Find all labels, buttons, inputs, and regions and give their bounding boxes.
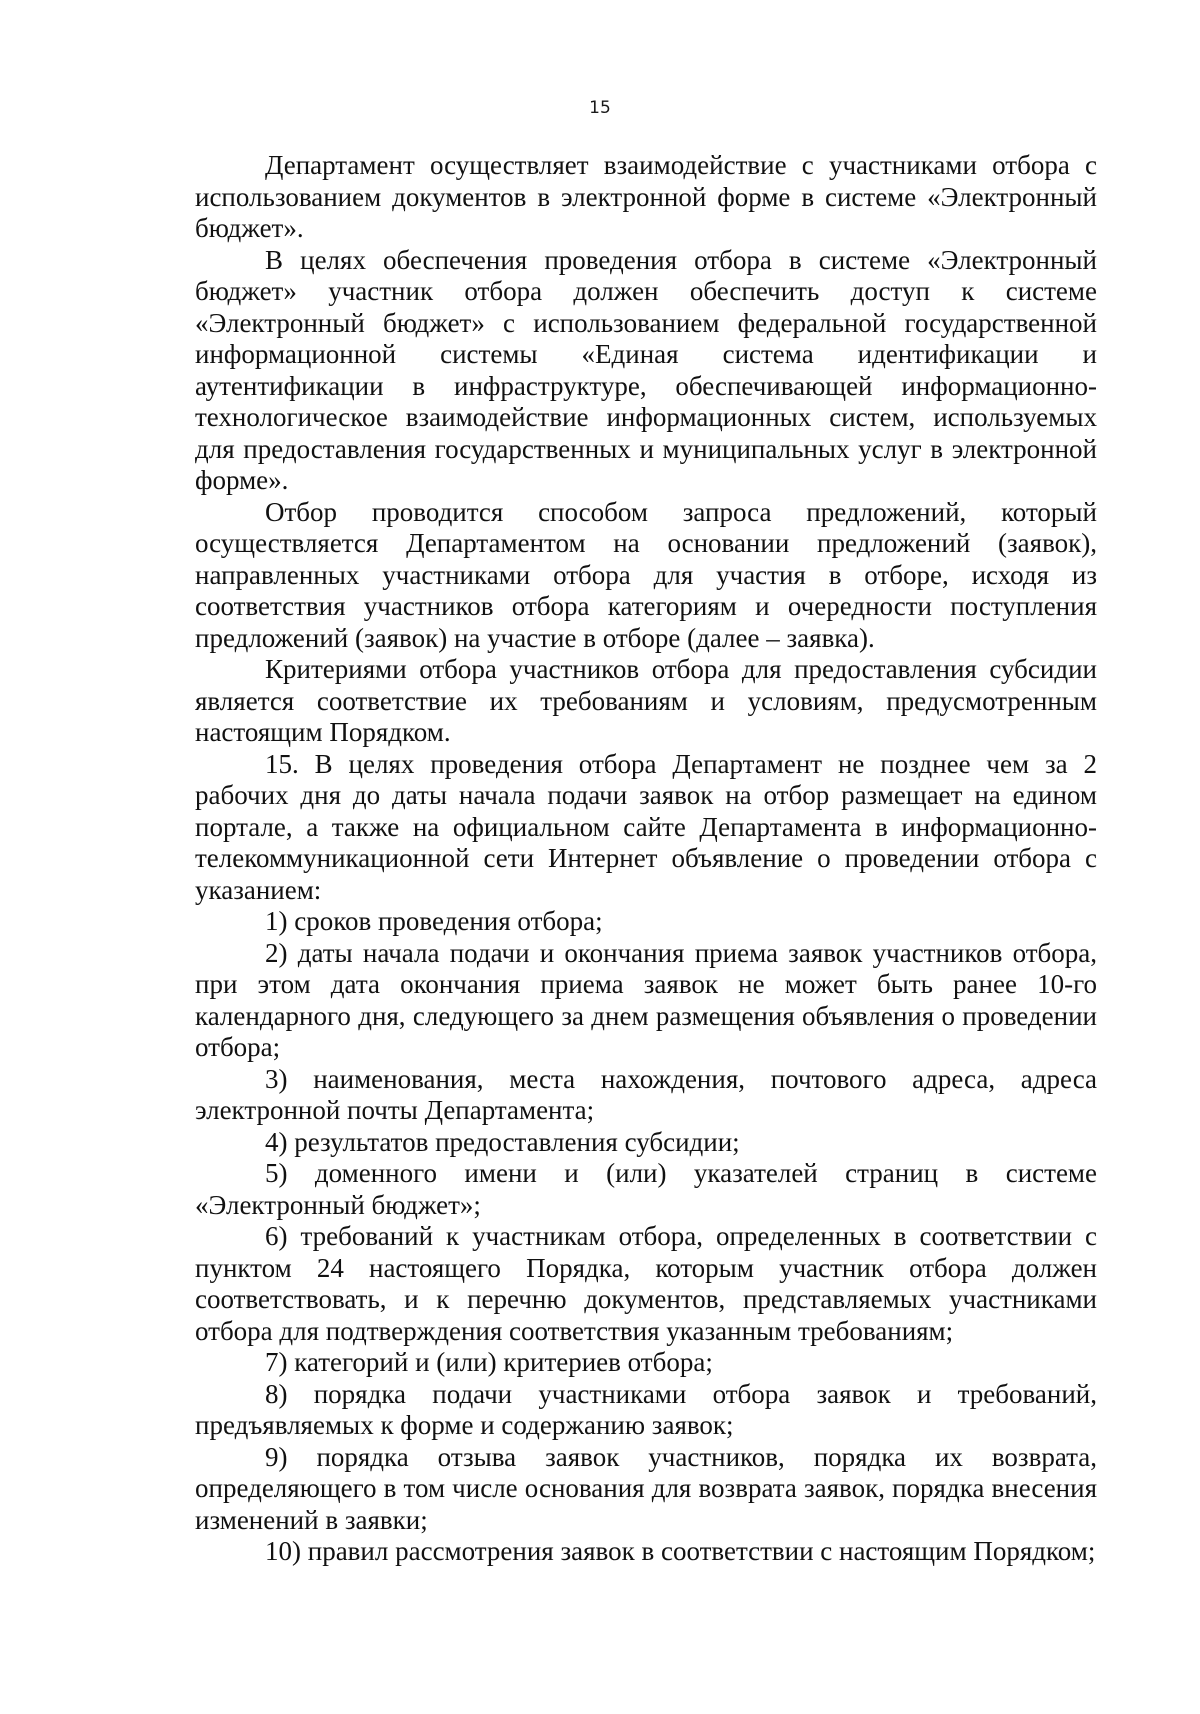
list-item-4: 4) результатов предоставления субсидии; (265, 1126, 740, 1157)
list-item-3: 3) наименования, места нахождения, почтового адреса, адреса электронной почты Департамента; (195, 1063, 1097, 1125)
page-number: 15 (589, 98, 611, 118)
paragraph-selection-criteria: Критериями отбора участников отбора для предоставления субсидии является соответствие их требованиям и условиям, предусмотренным настоящим Порядком. (195, 654, 1097, 747)
paragraph-clause-15: 15. В целях проведения отбора Департамент не позднее чем за 2 рабочих дня до даты начала подачи заявок на отбор размещает на едином портале, а также на официальном сайте Департамента в информационно-телекоммуникационной сети Интернет объявление о проведении отбора с указанием: (195, 748, 1097, 905)
list-item-7: 7) категорий и (или) критериев отбора; (265, 1347, 713, 1377)
list-item-1: 1) сроков проведения отбора; (265, 906, 603, 936)
list-item-6: 6) требований к участникам отбора, определенных в соответствии с пунктом 24 настоящего Порядка, которым участник отбора должен соответствовать, и к перечню документов, представляемых участниками отбора для подтверждения соответствия указанным требованиям; (195, 1221, 1097, 1346)
document-body (195, 150, 1097, 1568)
list-item-5: 5) доменного имени и (или) указателей страниц в системе «Электронный бюджет»; (195, 1158, 1097, 1220)
list-item-8: 8) порядка подачи участниками отбора заявок и требований, предъявляемых к форме и содержанию заявок; (195, 1378, 1097, 1440)
paragraph-system-access: В целях обеспечения проведения отбора в системе «Электронный бюджет» участник отбора должен обеспечить доступ к системе «Электронный бюджет» с использованием федеральной государственной информационной системы «Единая система идентификации и аутентификации в инфраструктуре, обеспечивающей информационно-технологическое взаимодействие информационных систем, используемых для предоставления государственных и муниципальных услуг в электронной форме». (195, 244, 1097, 495)
paragraph-electronic-interaction: Департамент осуществляет взаимодействие с участниками отбора с использованием документов в электронной форме в системе «Электронный бюджет». (195, 150, 1097, 243)
list-item-2: 2) даты начала подачи и окончания приема заявок участников отбора, при этом дата окончания приема заявок не может быть ранее 10-го календарного дня, следующего за днем размещения объявления о проведении отбора; (195, 937, 1097, 1062)
list-item-9: 9) порядка отзыва заявок участников, порядка их возврата, определяющего в том числе основания для возврата заявок, порядка внесения изменений в заявки; (195, 1441, 1097, 1535)
paragraph-selection-method: Отбор проводится способом запроса предложений, который осуществляется Департаментом на основании предложений (заявок), направленных участниками отбора для участия в отборе, исходя из соответствия участников отбора категориям и очередности поступления предложений (заявок) на участие в отборе (далее – заявка). (195, 496, 1097, 653)
list-item-10: 10) правил рассмотрения заявок в соответствии с настоящим Порядком; (265, 1536, 1096, 1566)
